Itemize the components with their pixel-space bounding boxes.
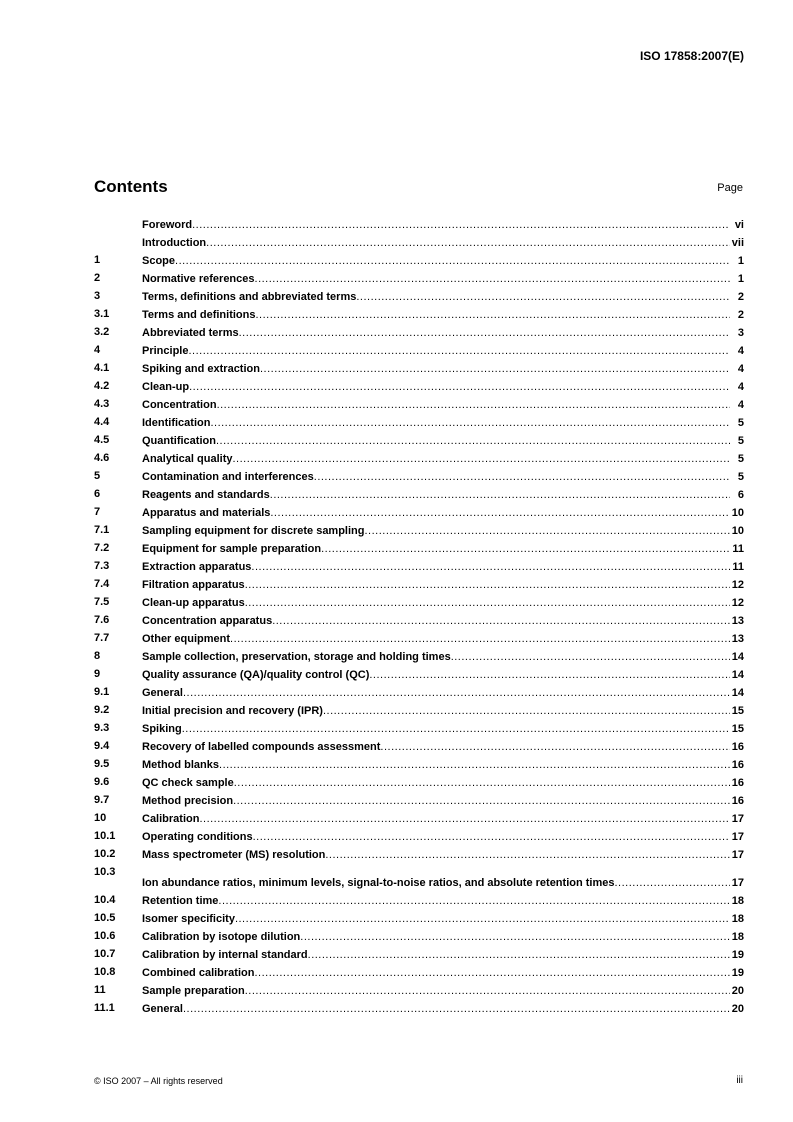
toc-leader-dots xyxy=(323,705,730,717)
toc-entry-number: 9.7 xyxy=(94,794,110,806)
toc-leader-dots xyxy=(188,345,730,357)
toc-entry-number: 9 xyxy=(94,668,101,680)
toc-leader-dots xyxy=(245,597,730,609)
toc-entry-page: 2 xyxy=(737,309,744,321)
toc-entry-number xyxy=(94,233,142,236)
toc-entry-title-wrap xyxy=(142,795,730,809)
toc-entry[interactable] xyxy=(94,665,744,683)
toc-entry[interactable] xyxy=(94,575,744,593)
toc-entry-title: Analytical quality xyxy=(142,453,233,465)
toc-entry-title-wrap xyxy=(142,669,730,683)
toc-entry-title: Ion abundance ratios, minimum levels, signal-to-noise ratios, and absolute retention times xyxy=(142,877,615,889)
toc-entry-title-wrap xyxy=(142,273,730,287)
toc-entry-title: Identification xyxy=(142,417,211,429)
toc-entry-number: 4.1 xyxy=(94,362,110,374)
toc-entry-title-wrap xyxy=(142,291,730,305)
toc-entry-title-wrap xyxy=(142,777,730,791)
toc-entry-title-wrap xyxy=(142,1003,730,1017)
toc-entry-title-wrap xyxy=(142,949,730,963)
toc-entry-page: 16 xyxy=(731,795,744,807)
toc-entry-title: Principle xyxy=(142,345,189,357)
toc-entry-title: Filtration apparatus xyxy=(142,579,245,591)
toc-leader-dots xyxy=(451,651,730,663)
toc-entry-title-wrap xyxy=(142,931,730,945)
toc-entry-number: 7.4 xyxy=(94,578,110,590)
toc-entry[interactable] xyxy=(94,701,744,719)
toc-entry[interactable] xyxy=(94,395,744,413)
toc-entry-title-wrap xyxy=(142,723,730,737)
toc-entry[interactable] xyxy=(94,927,744,945)
toc-leader-dots xyxy=(175,255,730,267)
toc-entry[interactable] xyxy=(94,647,744,665)
toc-entry-page: 16 xyxy=(731,777,744,789)
toc-entry-page: 14 xyxy=(731,687,744,699)
toc-entry-page: 4 xyxy=(737,381,744,393)
toc-leader-dots xyxy=(255,273,730,285)
toc-entry-title-wrap xyxy=(142,381,730,395)
toc-entry-number: 7 xyxy=(94,506,101,518)
toc-entry-page: 20 xyxy=(731,985,744,997)
toc-entry-title: Apparatus and materials xyxy=(142,507,271,519)
toc-leader-dots xyxy=(308,949,730,961)
toc-entry-number: 7.3 xyxy=(94,560,110,572)
toc-entry[interactable] xyxy=(94,845,744,863)
toc-entry-title-wrap xyxy=(142,219,730,233)
toc-entry-title-wrap xyxy=(142,489,730,503)
toc-entry-title-wrap xyxy=(142,913,730,927)
footer-copyright: © ISO 2007 – All rights reserved xyxy=(94,1076,223,1086)
page-column-label: Page xyxy=(717,182,743,194)
toc-entry-title: Calibration xyxy=(142,813,200,825)
toc-entry-number: 8 xyxy=(94,650,101,662)
toc-entry-page: 4 xyxy=(737,399,744,411)
toc-leader-dots xyxy=(235,913,730,925)
toc-entry-title: Retention time xyxy=(142,895,219,907)
toc-leader-dots xyxy=(182,723,730,735)
toc-entry-title-wrap xyxy=(142,345,730,359)
toc-entry-number: 4.5 xyxy=(94,434,110,446)
toc-entry[interactable] xyxy=(94,269,744,287)
toc-entry[interactable] xyxy=(94,755,744,773)
toc-entry-page: 15 xyxy=(731,705,744,717)
toc-entry-title-wrap xyxy=(142,453,730,467)
toc-entry-title: Spiking xyxy=(142,723,182,735)
toc-entry-number: 4.4 xyxy=(94,416,110,428)
toc-entry-number: 10.1 xyxy=(94,830,116,842)
toc-entry-page: 1 xyxy=(737,255,744,267)
toc-entry[interactable] xyxy=(94,737,744,755)
toc-leader-dots xyxy=(230,633,730,645)
toc-entry-title: Combined calibration xyxy=(142,967,255,979)
toc-entry-number: 2 xyxy=(94,272,101,284)
toc-entry-title-wrap xyxy=(142,237,730,251)
toc-entry[interactable] xyxy=(94,891,744,909)
document-id: ISO 17858:2007(E) xyxy=(639,49,744,63)
toc-entry-page: 10 xyxy=(731,507,744,519)
toc-entry-title-wrap xyxy=(142,831,730,845)
toc-entry-title-wrap xyxy=(142,363,730,377)
toc-entry-page: 17 xyxy=(731,831,744,843)
toc-entry-number: 1 xyxy=(94,254,101,266)
toc-entry[interactable] xyxy=(94,377,744,395)
toc-leader-dots xyxy=(199,813,730,825)
toc-entry[interactable] xyxy=(94,593,744,611)
toc-entry-title: Calibration by internal standard xyxy=(142,949,308,961)
toc-entry-title: Terms and definitions xyxy=(142,309,256,321)
toc-leader-dots xyxy=(272,615,730,627)
toc-entry-title: Normative references xyxy=(142,273,255,285)
toc-entry-number: 7.7 xyxy=(94,632,110,644)
toc-entry-page: 11 xyxy=(732,561,744,573)
toc-entry[interactable] xyxy=(94,305,744,323)
toc-entry[interactable] xyxy=(94,611,744,629)
toc-entry-title: Abbreviated terms xyxy=(142,327,239,339)
toc-entry-number: 10 xyxy=(94,812,107,824)
toc-entry[interactable] xyxy=(94,449,744,467)
contents-heading: Contents xyxy=(94,177,168,196)
toc-entry-number: 7.1 xyxy=(94,524,110,536)
toc-leader-dots xyxy=(219,759,730,771)
toc-leader-dots xyxy=(189,381,730,393)
toc-entry[interactable] xyxy=(94,323,744,341)
toc-entry-number xyxy=(94,215,142,218)
toc-leader-dots xyxy=(270,489,730,501)
toc-entry-title: Other equipment xyxy=(142,633,231,645)
toc-entry-number: 4.2 xyxy=(94,380,110,392)
toc-entry-title-wrap xyxy=(142,849,730,863)
toc-leader-dots xyxy=(356,291,730,303)
toc-entry-number: 11 xyxy=(94,984,106,996)
toc-entry[interactable] xyxy=(94,963,744,981)
toc-leader-dots xyxy=(369,669,730,681)
toc-entry-title: Reagents and standards xyxy=(142,489,270,501)
toc-entry-number: 7.6 xyxy=(94,614,110,626)
toc-entry-title: Concentration apparatus xyxy=(142,615,273,627)
toc-entry[interactable] xyxy=(94,683,744,701)
toc-entry-title-wrap xyxy=(142,895,730,909)
toc-leader-dots xyxy=(232,453,730,465)
toc-leader-dots xyxy=(217,399,730,411)
toc-entry-title: Foreword xyxy=(142,219,193,231)
toc-entry[interactable] xyxy=(94,629,744,647)
toc-leader-dots xyxy=(380,741,730,753)
toc-entry-page: 5 xyxy=(737,453,744,465)
toc-entry-page: 18 xyxy=(731,913,744,925)
toc-entry-title-wrap xyxy=(142,687,730,701)
toc-entry-number: 3.1 xyxy=(94,308,110,320)
toc-leader-dots xyxy=(206,237,730,249)
toc-entry-page: 13 xyxy=(731,615,744,627)
toc-entry-number: 7.2 xyxy=(94,542,110,554)
toc-entry-title: QC check sample xyxy=(142,777,234,789)
toc-entry-title-wrap xyxy=(142,651,730,665)
toc-leader-dots xyxy=(233,795,730,807)
toc-entry-title-wrap xyxy=(142,633,730,647)
toc-entry-title: Method precision xyxy=(142,795,234,807)
toc-entry-number: 3 xyxy=(94,290,101,302)
toc-entry-page: 3 xyxy=(737,327,744,339)
toc-entry-page: 6 xyxy=(737,489,744,501)
toc-entry-page: 20 xyxy=(731,1003,744,1015)
toc-entry-number: 10.3 xyxy=(94,866,116,878)
toc-entry-number: 10.4 xyxy=(94,894,116,906)
toc-leader-dots xyxy=(614,877,730,889)
toc-entry-page: 14 xyxy=(731,651,744,663)
toc-entry-page: 18 xyxy=(731,895,744,907)
toc-entry[interactable] xyxy=(94,719,744,737)
toc-entry-page: 16 xyxy=(731,741,744,753)
toc-entry[interactable] xyxy=(94,773,744,791)
toc-entry-page: 14 xyxy=(731,669,744,681)
toc-entry-title-wrap xyxy=(142,967,730,981)
toc-entry-title-wrap xyxy=(142,417,730,431)
toc-entry-number: 9.4 xyxy=(94,740,110,752)
toc-entry[interactable] xyxy=(94,215,744,233)
toc-entry-number: 4.6 xyxy=(94,452,110,464)
toc-entry-title-wrap xyxy=(142,255,730,269)
toc-entry-title: Mass spectrometer (MS) resolution xyxy=(142,849,326,861)
toc-entry-page: 19 xyxy=(731,967,744,979)
toc-entry-number: 6 xyxy=(94,488,101,500)
toc-entry-title: Calibration by isotope dilution xyxy=(142,931,301,943)
toc-entry-number: 5 xyxy=(94,470,101,482)
toc-leader-dots xyxy=(192,219,730,231)
toc-entry-title-wrap xyxy=(142,597,730,611)
toc-entry-title: Isomer specificity xyxy=(142,913,235,925)
toc-entry-title: Contamination and interferences xyxy=(142,471,314,483)
toc-leader-dots xyxy=(239,327,730,339)
toc-leader-dots xyxy=(314,471,730,483)
toc-entry[interactable] xyxy=(94,431,744,449)
toc-entry-page: 19 xyxy=(731,949,744,961)
toc-entry-number: 4 xyxy=(94,344,101,356)
toc-entry-title: Spiking and extraction xyxy=(142,363,260,375)
toc-entry-title-wrap xyxy=(142,507,730,521)
toc-entry-page: vii xyxy=(731,237,744,249)
toc-entry[interactable] xyxy=(94,359,744,377)
toc-entry[interactable] xyxy=(94,251,744,269)
toc-entry-number: 3.2 xyxy=(94,326,110,338)
toc-entry-title: Concentration xyxy=(142,399,217,411)
toc-leader-dots xyxy=(218,895,730,907)
toc-entry-page: 10 xyxy=(731,525,744,537)
toc-entry-page: 11 xyxy=(732,543,744,555)
toc-entry[interactable] xyxy=(94,863,744,891)
toc-entry-page: 5 xyxy=(737,417,744,429)
toc-entry-number: 9.2 xyxy=(94,704,110,716)
toc-leader-dots xyxy=(321,543,730,555)
toc-leader-dots xyxy=(251,561,730,573)
toc-entry-title-wrap xyxy=(142,813,730,827)
toc-entry[interactable] xyxy=(94,287,744,305)
toc-entry-number: 4.3 xyxy=(94,398,110,410)
toc-entry[interactable] xyxy=(94,557,744,575)
toc-entry-page: 4 xyxy=(737,363,744,375)
toc-entry-title: Method blanks xyxy=(142,759,220,771)
toc-entry-title: Recovery of labelled compounds assessment xyxy=(142,741,381,753)
toc-entry[interactable] xyxy=(94,791,744,809)
footer-page-number: iii xyxy=(736,1075,743,1086)
table-of-contents xyxy=(94,215,744,1017)
toc-entry-title: General xyxy=(142,1003,183,1015)
toc-entry-number: 7.5 xyxy=(94,596,110,608)
toc-entry-title-wrap xyxy=(142,759,730,773)
toc-entry-title-wrap xyxy=(142,561,730,575)
toc-leader-dots xyxy=(270,507,730,519)
toc-leader-dots xyxy=(300,931,730,943)
toc-leader-dots xyxy=(245,985,730,997)
toc-leader-dots xyxy=(210,417,730,429)
toc-entry[interactable] xyxy=(94,503,744,521)
toc-entry-page: 15 xyxy=(731,723,744,735)
toc-entry-number: 10.8 xyxy=(94,966,116,978)
toc-entry-title: Sample collection, preservation, storage and holding times xyxy=(142,651,451,663)
toc-leader-dots xyxy=(254,967,730,979)
toc-entry-page: vi xyxy=(734,219,744,231)
toc-entry-page: 17 xyxy=(731,813,744,825)
toc-entry-title-wrap xyxy=(142,579,730,593)
toc-entry-title-wrap xyxy=(142,543,730,557)
toc-entry[interactable] xyxy=(94,981,744,999)
toc-entry[interactable] xyxy=(94,945,744,963)
toc-entry[interactable] xyxy=(94,485,744,503)
toc-entry-page: 5 xyxy=(737,435,744,447)
toc-entry-title: Initial precision and recovery (IPR) xyxy=(142,705,323,717)
toc-leader-dots xyxy=(216,435,730,447)
toc-leader-dots xyxy=(245,579,730,591)
toc-entry-title: Introduction xyxy=(142,237,207,249)
toc-entry-title: Quantification xyxy=(142,435,216,447)
toc-leader-dots xyxy=(234,777,730,789)
toc-entry-title-wrap xyxy=(142,399,730,413)
toc-entry-title: Sampling equipment for discrete sampling xyxy=(142,525,365,537)
toc-entry-title-wrap xyxy=(142,525,730,539)
toc-entry-title-wrap xyxy=(142,705,730,719)
toc-entry-page: 5 xyxy=(737,471,744,483)
toc-entry-number: 10.5 xyxy=(94,912,116,924)
toc-entry-title-wrap xyxy=(142,615,730,629)
toc-entry-title: Equipment for sample preparation xyxy=(142,543,322,555)
toc-entry-title: Operating conditions xyxy=(142,831,253,843)
toc-leader-dots xyxy=(325,849,730,861)
toc-entry-number: 9.5 xyxy=(94,758,110,770)
toc-entry-page: 12 xyxy=(731,579,744,591)
toc-leader-dots xyxy=(183,1003,730,1015)
toc-entry-title: Scope xyxy=(142,255,176,267)
toc-entry-number: 10.2 xyxy=(94,848,116,860)
toc-entry[interactable] xyxy=(94,467,744,485)
toc-entry-title-wrap xyxy=(142,435,730,449)
toc-entry-number: 9.6 xyxy=(94,776,110,788)
toc-entry-number: 9.3 xyxy=(94,722,110,734)
toc-entry[interactable] xyxy=(94,809,744,827)
toc-leader-dots xyxy=(253,831,730,843)
toc-entry-title-wrap xyxy=(142,877,730,891)
toc-entry[interactable] xyxy=(94,521,744,539)
toc-entry-page: 13 xyxy=(731,633,744,645)
toc-leader-dots xyxy=(183,687,730,699)
toc-entry-page: 4 xyxy=(737,345,744,357)
toc-entry-title-wrap xyxy=(142,327,730,341)
toc-entry-number: 9.1 xyxy=(94,686,110,698)
toc-entry[interactable] xyxy=(94,233,744,251)
toc-entry-page: 17 xyxy=(731,849,744,861)
toc-entry-number: 11.1 xyxy=(94,1002,115,1014)
toc-entry-title: Quality assurance (QA)/quality control (QC) xyxy=(142,669,370,681)
toc-entry-title: Clean-up xyxy=(142,381,190,393)
toc-entry-page: 16 xyxy=(731,759,744,771)
toc-entry-page: 1 xyxy=(737,273,744,285)
toc-leader-dots xyxy=(364,525,730,537)
toc-entry-page: 12 xyxy=(731,597,744,609)
toc-entry[interactable] xyxy=(94,539,744,557)
toc-entry[interactable] xyxy=(94,341,744,359)
toc-entry-title-wrap xyxy=(142,985,730,999)
toc-entry-title: Extraction apparatus xyxy=(142,561,252,573)
toc-entry-number: 10.7 xyxy=(94,948,116,960)
toc-entry[interactable] xyxy=(94,827,744,845)
toc-entry[interactable] xyxy=(94,909,744,927)
toc-entry[interactable] xyxy=(94,999,744,1017)
toc-entry-page: 17 xyxy=(731,877,744,889)
toc-entry-page: 18 xyxy=(731,931,744,943)
toc-entry-page: 2 xyxy=(737,291,744,303)
toc-entry-title: Sample preparation xyxy=(142,985,245,997)
toc-entry-title: Clean-up apparatus xyxy=(142,597,245,609)
toc-leader-dots xyxy=(255,309,730,321)
toc-leader-dots xyxy=(260,363,730,375)
toc-entry-title: General xyxy=(142,687,183,699)
toc-entry-title: Terms, definitions and abbreviated terms xyxy=(142,291,357,303)
toc-entry-title-wrap xyxy=(142,471,730,485)
toc-entry[interactable] xyxy=(94,413,744,431)
toc-entry-title-wrap xyxy=(142,741,730,755)
toc-entry-number: 10.6 xyxy=(94,930,116,942)
toc-entry-title-wrap xyxy=(142,309,730,323)
